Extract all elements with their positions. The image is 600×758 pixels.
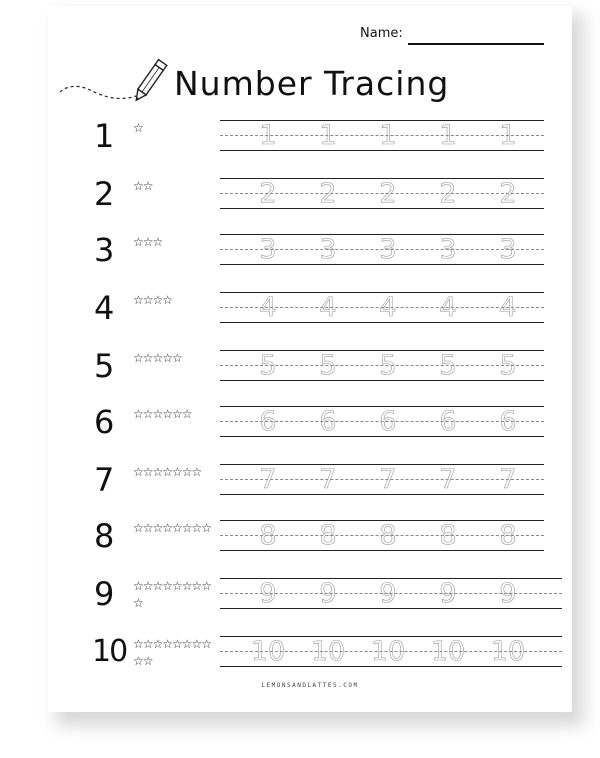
name-input-line[interactable] [408, 43, 544, 45]
trace-numeral: 5 [259, 350, 277, 381]
footer-website: LEMONSANDLATTES.COM [261, 682, 359, 689]
trace-numeral: 5 [319, 350, 337, 381]
star-icon: ☆☆☆☆☆☆☆☆ [133, 521, 212, 535]
name-label: Name: [360, 26, 403, 41]
trace-numeral: 2 [439, 178, 457, 209]
trace-numeral: 7 [439, 464, 457, 495]
trace-numeral: 10 [430, 636, 466, 667]
trace-numeral: 9 [439, 578, 457, 609]
star-icon: ☆☆☆☆☆ [133, 351, 182, 365]
tracing-row [48, 232, 572, 282]
row-numeral: 1 [94, 117, 115, 155]
row-numeral: 6 [94, 403, 115, 441]
name-field[interactable] [360, 26, 560, 48]
trace-numeral: 7 [259, 464, 277, 495]
trace-numeral: 10 [370, 636, 406, 667]
star-icon: ☆☆☆☆☆☆☆ [133, 465, 202, 479]
pencil-icon [56, 40, 178, 110]
handwriting-lines[interactable] [220, 462, 544, 498]
trace-numeral: 4 [499, 292, 517, 323]
row-numeral: 4 [94, 289, 115, 327]
handwriting-lines[interactable] [220, 232, 544, 268]
trace-numeral: 4 [439, 292, 457, 323]
trace-numeral: 3 [439, 234, 457, 265]
trace-numeral: 8 [319, 520, 337, 551]
trace-numeral: 1 [259, 120, 277, 151]
trace-numeral: 6 [259, 406, 277, 437]
trace-numeral: 3 [319, 234, 337, 265]
star-icon: ☆☆ [133, 179, 153, 193]
trace-numeral: 5 [499, 350, 517, 381]
trace-numeral: 2 [319, 178, 337, 209]
tracing-row [48, 176, 572, 226]
trace-numeral: 1 [379, 120, 397, 151]
trace-numeral: 9 [319, 578, 337, 609]
trace-numeral: 8 [439, 520, 457, 551]
page-title: Number Tracing [174, 64, 450, 103]
star-icon: ☆☆☆☆☆☆☆☆☆☆ [133, 637, 212, 668]
handwriting-lines[interactable] [220, 576, 562, 612]
star-icon: ☆☆☆☆☆☆ [133, 407, 192, 421]
handwriting-lines[interactable] [220, 118, 544, 154]
worksheet [48, 6, 572, 712]
trace-numeral: 7 [379, 464, 397, 495]
trace-numeral: 7 [499, 464, 517, 495]
trace-numeral: 10 [490, 636, 526, 667]
trace-numeral: 8 [259, 520, 277, 551]
trace-numeral: 4 [379, 292, 397, 323]
handwriting-lines[interactable] [220, 404, 544, 440]
trace-numeral: 9 [379, 578, 397, 609]
trace-numeral: 4 [259, 292, 277, 323]
row-numeral: 3 [94, 231, 115, 269]
row-numeral: 5 [94, 347, 115, 385]
row-numeral: 2 [94, 175, 115, 213]
trace-numeral: 10 [250, 636, 286, 667]
trace-numeral: 7 [319, 464, 337, 495]
trace-numeral: 1 [499, 120, 517, 151]
trace-numeral: 3 [379, 234, 397, 265]
star-icon: ☆ [133, 121, 143, 135]
tracing-row [48, 348, 572, 398]
row-numeral: 9 [94, 575, 115, 613]
trace-numeral: 3 [499, 234, 517, 265]
trace-numeral: 9 [259, 578, 277, 609]
star-icon: ☆☆☆ [133, 235, 163, 249]
trace-numeral: 9 [499, 578, 517, 609]
trace-numeral: 4 [319, 292, 337, 323]
tracing-row [48, 404, 572, 454]
handwriting-lines[interactable] [220, 518, 544, 554]
trace-numeral: 6 [319, 406, 337, 437]
tracing-row [48, 634, 572, 684]
tracing-row [48, 290, 572, 340]
handwriting-lines[interactable] [220, 176, 544, 212]
trace-numeral: 10 [310, 636, 346, 667]
tracing-row [48, 518, 572, 568]
star-icon: ☆☆☆☆ [133, 293, 173, 307]
trace-numeral: 8 [499, 520, 517, 551]
trace-numeral: 6 [379, 406, 397, 437]
star-icon: ☆☆☆☆☆☆☆☆☆ [133, 579, 212, 610]
trace-numeral: 8 [379, 520, 397, 551]
tracing-row [48, 576, 572, 626]
trace-numeral: 2 [499, 178, 517, 209]
trace-numeral: 5 [379, 350, 397, 381]
trace-numeral: 1 [439, 120, 457, 151]
handwriting-lines[interactable] [220, 634, 562, 670]
row-numeral: 10 [92, 634, 127, 669]
row-numeral: 7 [94, 461, 115, 499]
handwriting-lines[interactable] [220, 348, 544, 384]
tracing-row [48, 462, 572, 512]
trace-numeral: 3 [259, 234, 277, 265]
trace-numeral: 2 [259, 178, 277, 209]
handwriting-lines[interactable] [220, 290, 544, 326]
trace-numeral: 5 [439, 350, 457, 381]
row-numeral: 8 [94, 517, 115, 555]
trace-numeral: 1 [319, 120, 337, 151]
trace-numeral: 6 [499, 406, 517, 437]
trace-numeral: 6 [439, 406, 457, 437]
tracing-row [48, 118, 572, 168]
trace-numeral: 2 [379, 178, 397, 209]
